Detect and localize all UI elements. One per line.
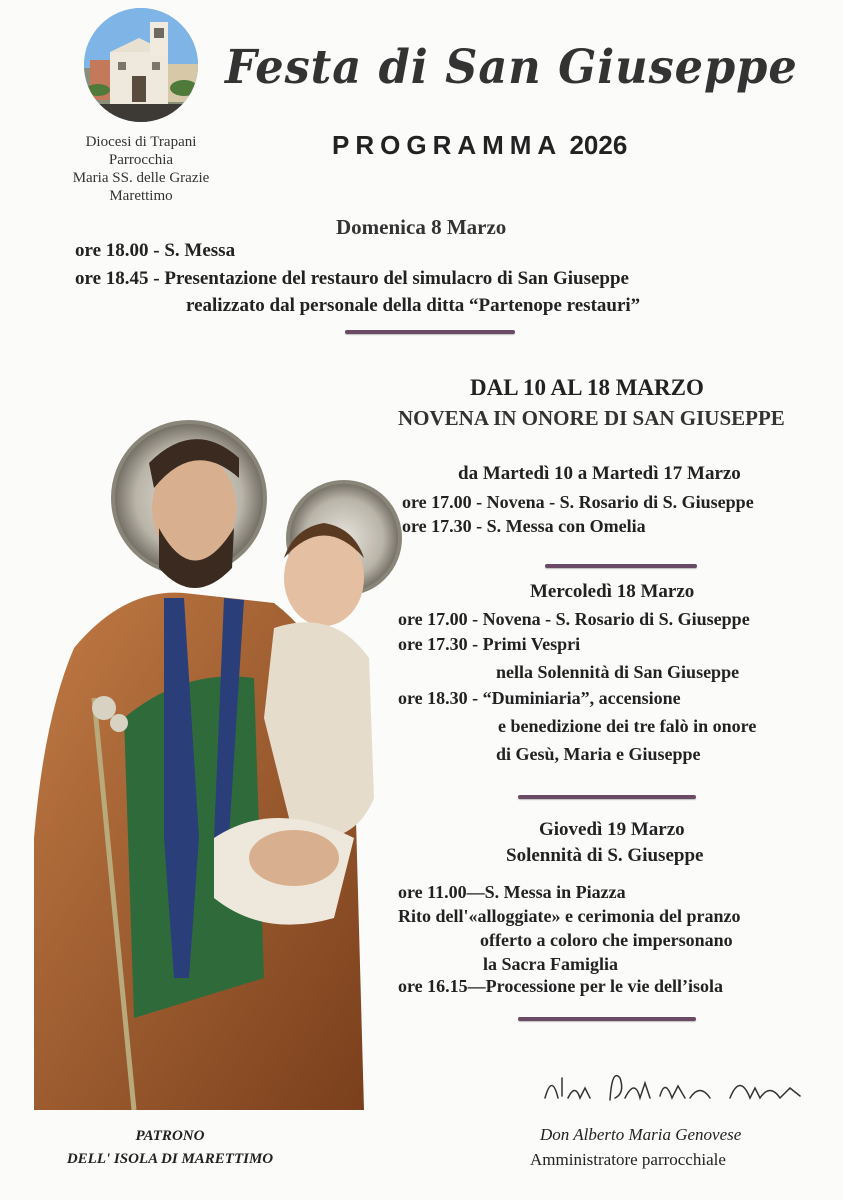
mercoledi-line-6: di Gesù, Maria e Giuseppe	[496, 744, 701, 764]
town-line: Marettimo	[109, 188, 173, 204]
programma-word: PROGRAMMA	[332, 130, 563, 160]
mercoledi-line-3: nella Solennità di San Giuseppe	[496, 662, 740, 682]
parish-line: Parrocchia	[108, 152, 174, 168]
mercoledi-line-2: ore 17.30 - Primi Vespri	[398, 634, 581, 654]
giovedi-line-3: offerto a coloro che impersonano	[480, 930, 733, 950]
separator	[518, 795, 696, 799]
church-logo	[84, 8, 198, 122]
novena-title: NOVENA IN ONORE DI SAN GIUSEPPE	[398, 406, 785, 430]
novena-dates: DAL 10 AL 18 MARZO	[470, 375, 704, 400]
mercoledi-line-5: e benedizione dei tre falò in onore	[498, 716, 757, 736]
domenica-line-3: realizzato dal personale della ditta “Partenope restauri”	[186, 295, 641, 316]
martedi-heading: da Martedì 10 a Martedì 17 Marzo	[458, 463, 741, 484]
mercoledi-line-4: ore 18.30 - “Duminiaria”, accensione	[398, 688, 681, 708]
programma-year: 2026	[569, 130, 628, 160]
martedi-line-1: ore 17.00 - Novena - S. Rosario di S. Giuseppe	[402, 492, 754, 512]
patron-caption	[20, 1128, 320, 1168]
domenica-line-1: ore 18.00 - S. Messa	[75, 240, 236, 261]
separator	[345, 330, 515, 334]
statue-image	[34, 418, 404, 1110]
giovedi-line-4: la Sacra Famiglia	[483, 954, 618, 974]
domenica-heading: Domenica 8 Marzo	[336, 215, 507, 239]
giovedi-line-5: ore 16.15—Processione per le vie dell’isola	[398, 976, 723, 996]
signature-role: Amministratore parrocchiale	[530, 1150, 726, 1169]
domenica-line-2: ore 18.45 - Presentazione del restauro del simulacro di San Giuseppe	[75, 268, 629, 289]
mercoledi-heading: Mercoledì 18 Marzo	[530, 581, 695, 602]
giovedi-subheading: Solennità di S. Giuseppe	[506, 845, 704, 866]
programma-heading	[332, 130, 627, 161]
parish-info	[36, 133, 246, 205]
giovedi-line-1: ore 11.00—S. Messa in Piazza	[398, 882, 626, 902]
patron-line-2: DELL' ISOLA DI MARETTIMO	[66, 1151, 274, 1167]
mercoledi-line-1: ore 17.00 - Novena - S. Rosario di S. Giuseppe	[398, 609, 750, 629]
giovedi-heading: Giovedì 19 Marzo	[539, 819, 685, 840]
separator	[545, 564, 697, 568]
page-title: Festa di San Giuseppe	[225, 40, 798, 95]
signature-name: Don Alberto Maria Genovese	[540, 1125, 742, 1144]
parish-name-line: Maria SS. delle Grazie	[72, 170, 210, 186]
patron-line-1: PATRONO	[135, 1128, 205, 1144]
handwritten-signature	[540, 1058, 820, 1123]
diocese-line: Diocesi di Trapani	[85, 134, 197, 150]
separator	[518, 1017, 696, 1021]
martedi-line-2: ore 17.30 - S. Messa con Omelia	[402, 516, 646, 536]
giovedi-line-2: Rito dell'«alloggiate» e cerimonia del pranzo	[398, 906, 741, 926]
